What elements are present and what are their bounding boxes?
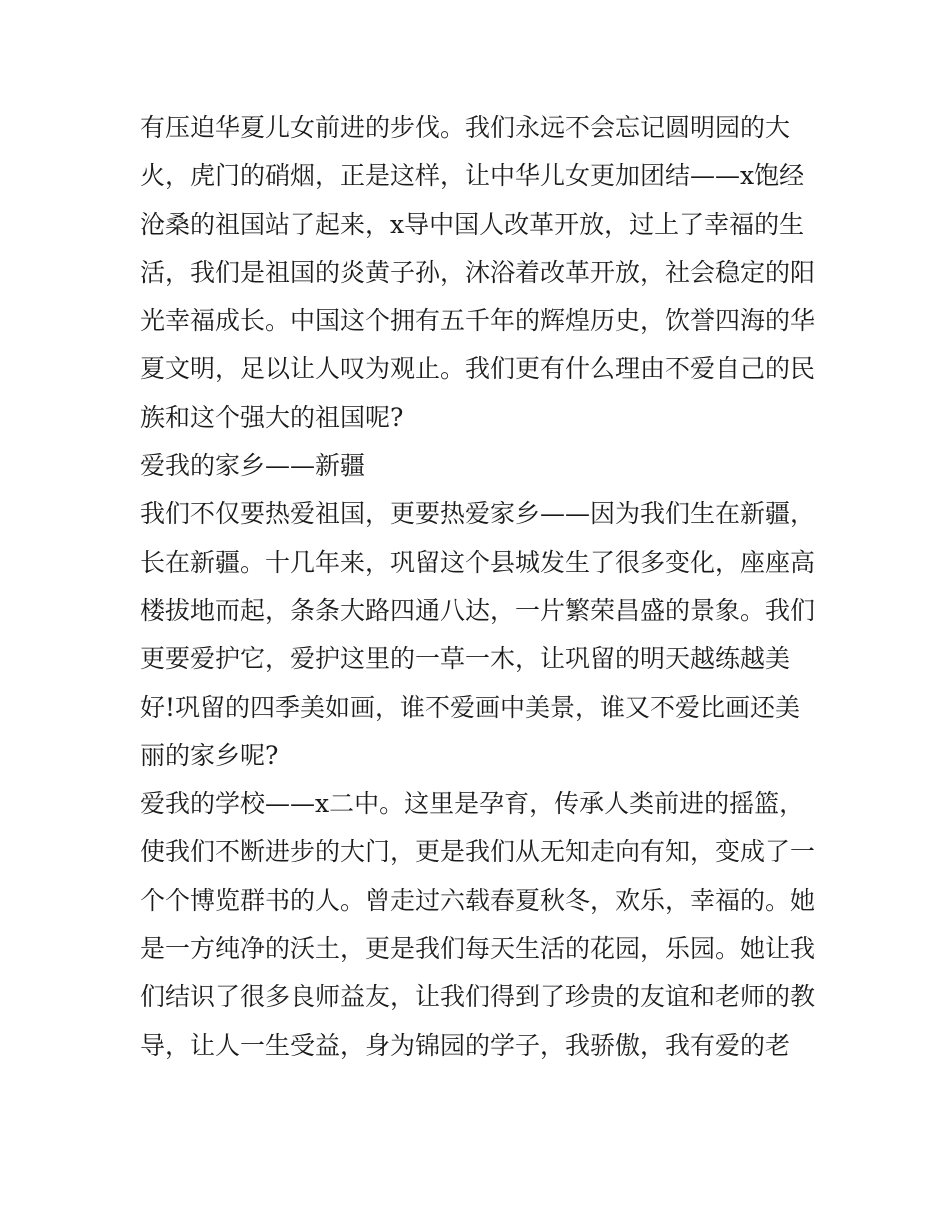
text-line: 长在新疆。十几年来，巩留这个县城发生了很多变化，座座高	[140, 547, 816, 577]
text-line: 个个博览群书的人。曾走过六载春夏秋冬，欢乐，幸福的。她	[140, 885, 816, 915]
text-line: 我们不仅要热爱祖国，更要热爱家乡——因为我们生在新疆，	[140, 499, 816, 529]
text-line: 们结识了很多良师益友，让我们得到了珍贵的友谊和老师的教	[140, 982, 816, 1012]
text-line: 沧桑的祖国站了起来，x导中国人改革开放，过上了幸福的生	[140, 209, 805, 239]
text-line: 导，让人一生受益，身为锦园的学子，我骄傲，我有爱的老	[140, 1030, 791, 1060]
text-line: 使我们不断进步的大门，更是我们从无知走向有知，变成了一	[140, 837, 816, 867]
text-line: 活，我们是祖国的炎黄子孙，沐浴着改革开放，社会稳定的阳	[140, 257, 816, 287]
text-line: 丽的家乡呢?	[140, 740, 279, 770]
text-line: 爱我的学校——x二中。这里是孕育，传承人类前进的摇篮，	[140, 789, 805, 819]
section-heading-hometown: 爱我的家乡——新疆	[140, 451, 366, 481]
text-line: 族和这个强大的祖国呢?	[140, 402, 404, 432]
text-line: 有压迫华夏儿女前进的步伐。我们永远不会忘记圆明园的大	[140, 113, 791, 142]
text-line: 好!巩留的四季美如画，谁不爱画中美景，谁又不爱比画还美	[140, 692, 801, 722]
text-line: 是一方纯净的沃土，更是我们每天生活的花园，乐园。她让我	[140, 934, 816, 964]
text-line: 夏文明，足以让人叹为观止。我们更有什么理由不爱自己的民	[140, 354, 816, 384]
text-line: 更要爱护它，爱护这里的一草一木，让巩留的明天越练越美	[140, 644, 791, 674]
document-body-text	[140, 104, 820, 1070]
text-line: 火，虎门的硝烟，正是这样，让中华儿女更加团结——x饱经	[140, 161, 805, 191]
text-line: 光幸福成长。中国这个拥有五千年的辉煌历史，饮誉四海的华	[140, 306, 816, 336]
text-line: 楼拔地而起，条条大路四通八达，一片繁荣昌盛的景象。我们	[140, 595, 816, 625]
